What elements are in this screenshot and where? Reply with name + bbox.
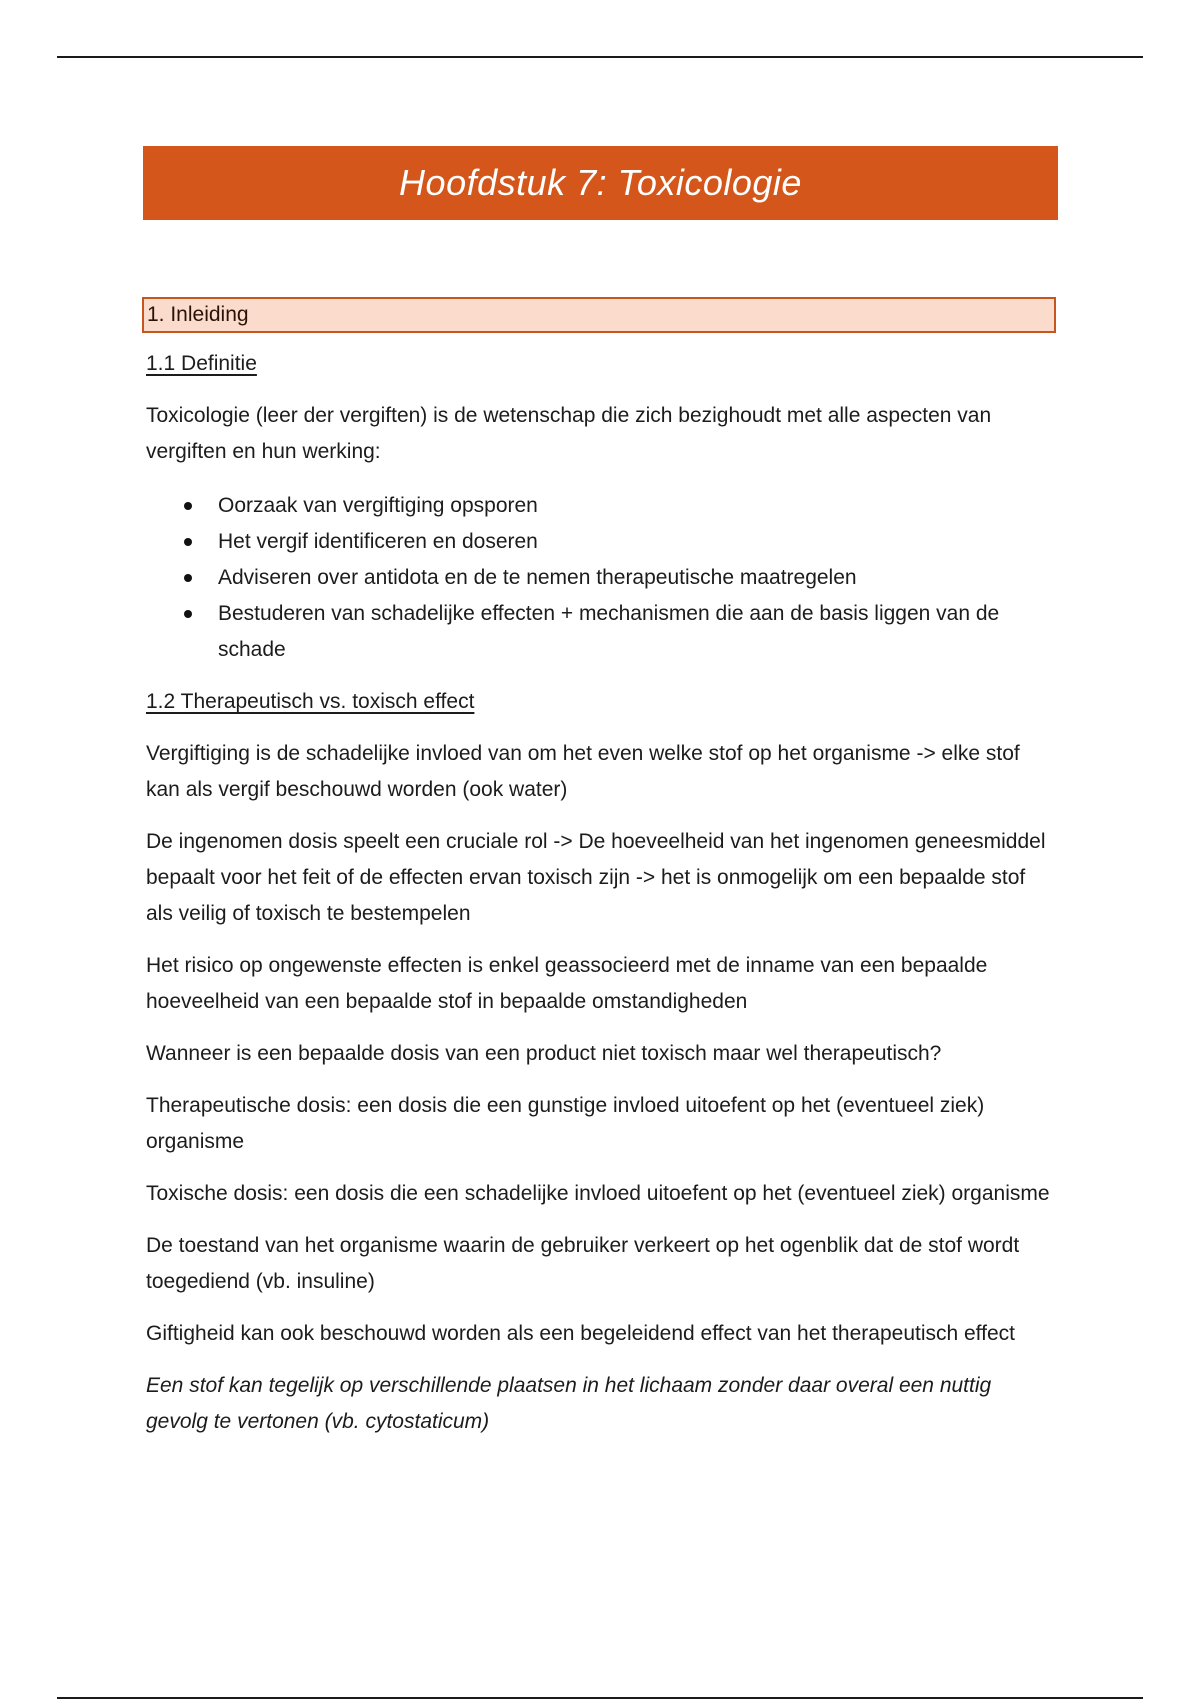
list-item: Het vergif identificeren en doseren (218, 524, 1051, 560)
list-item: Bestuderen van schadelijke effecten + mechanismen die aan de basis liggen van de schade (218, 596, 1051, 668)
italic-note: Een stof kan tegelijk op verschillende plaatsen in het lichaam zonder daar overal een nuttig gevolg te vertonen (vb. cytostaticum) (146, 1374, 992, 1433)
paragraph: De ingenomen dosis speelt een cruciale rol -> De hoeveelheid van het ingenomen geneesmiddel bepaalt voor het feit of de effecten ervan toxisch zijn -> het is onmogelijk om een bepaalde stof als veilig of toxisch te bestempelen (146, 830, 1046, 925)
paragraph: De toestand van het organisme waarin de gebruiker verkeert op het ogenblik dat de stof wordt toegediend (vb. insuline) (146, 1234, 1020, 1293)
paragraph: Vergiftiging is de schadelijke invloed van om het even welke stof op het organisme -> elke stof kan als vergif beschouwd worden (ook water) (146, 742, 1020, 801)
paragraph: Therapeutische dosis: een dosis die een gunstige invloed uitoefent op het (eventueel ziek) organisme (146, 1094, 985, 1153)
subheading-therapeutisch: 1.2 Therapeutisch vs. toxisch effect (146, 690, 475, 713)
chapter-title-banner (143, 146, 1058, 220)
list-item: Oorzaak van vergiftiging opsporen (218, 488, 1051, 524)
bottom-rule (57, 1697, 1143, 1699)
intro-paragraph: Toxicologie (leer der vergiften) is de wetenschap die zich bezighoudt met alle aspecten van vergiften en hun werking: (146, 404, 992, 463)
page-content (146, 340, 1051, 1440)
paragraph: Giftigheid kan ook beschouwd worden als een begeleidend effect van het therapeutisch effect (146, 1322, 1015, 1345)
chapter-title: Hoofdstuk 7: Toxicologie (399, 162, 802, 203)
paragraph: Toxische dosis: een dosis die een schadelijke invloed uitoefent op het (eventueel ziek) organisme (146, 1182, 1050, 1205)
top-rule (57, 56, 1143, 58)
bullet-list (146, 488, 1051, 668)
subheading-definitie: 1.1 Definitie (146, 352, 257, 375)
section-heading: 1. Inleiding (147, 303, 249, 326)
list-item: Adviseren over antidota en de te nemen therapeutische maatregelen (218, 560, 1051, 596)
section-heading-box (142, 297, 1056, 333)
paragraph: Wanneer is een bepaalde dosis van een product niet toxisch maar wel therapeutisch? (146, 1042, 942, 1065)
paragraph: Het risico op ongewenste effecten is enkel geassocieerd met de inname van een bepaalde hoeveelheid van een bepaalde stof in bepaalde omstandigheden (146, 954, 988, 1013)
